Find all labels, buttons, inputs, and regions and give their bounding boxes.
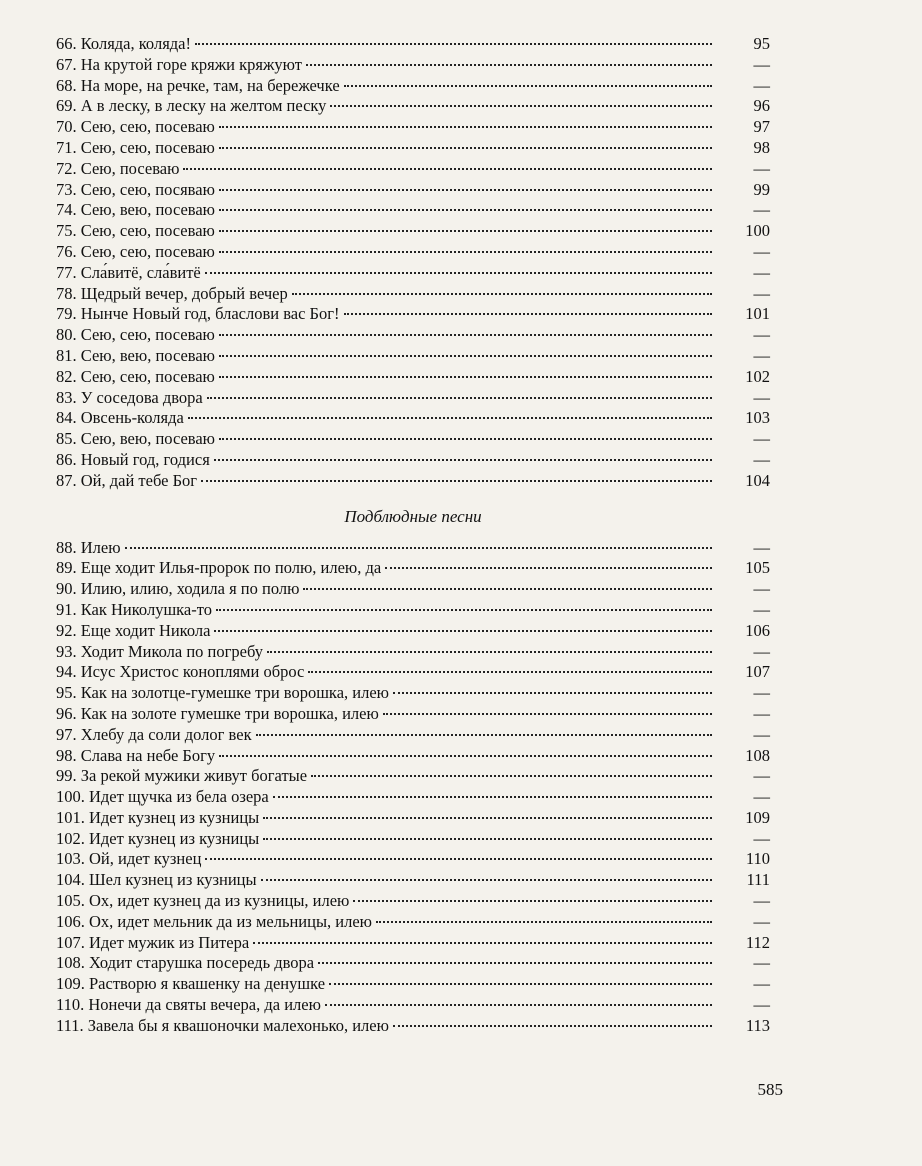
toc-entry-page: 99 <box>753 179 770 199</box>
toc-entry-page: — <box>753 599 770 619</box>
toc-entry-page: — <box>753 911 770 931</box>
dot-leader <box>376 921 712 923</box>
toc-entry <box>56 284 770 305</box>
toc-entry-title: 108. Ходит старушка посередь двора <box>56 953 315 973</box>
toc-entry <box>56 429 770 450</box>
dot-leader <box>205 858 712 860</box>
toc-entry-page: — <box>753 995 770 1015</box>
toc-entry-title: 81. Сею, вею, посеваю <box>56 345 216 365</box>
dot-leader <box>344 313 712 315</box>
dot-leader <box>219 355 712 357</box>
toc-entry-title: 85. Сею, вею, посеваю <box>56 429 216 449</box>
dot-leader <box>216 609 712 611</box>
toc-entry-title: 101. Идет кузнец из кузницы <box>56 807 260 827</box>
toc-entry-title: 111. Завела бы я квашоночки малехонько, илею <box>56 1015 389 1035</box>
toc-section-carols <box>56 34 770 492</box>
toc-entry-page: — <box>753 54 770 74</box>
toc-entry <box>56 995 770 1016</box>
toc-entry-title: 69. А в леску, в леску на желтом песку <box>56 96 327 116</box>
toc-entry-title: 98. Слава на небе Богу <box>56 745 216 765</box>
dot-leader <box>183 168 712 170</box>
toc-entry <box>56 117 770 138</box>
toc-entry <box>56 662 770 683</box>
toc-entry-title: 89. Еще ходит Илья-пророк по полю, илею, да <box>56 558 382 578</box>
toc-entry-title: 73. Сею, сею, посяваю <box>56 179 215 199</box>
toc-entry-page: 103 <box>745 408 770 428</box>
toc-entry-page: — <box>753 241 770 261</box>
toc-entry <box>56 538 770 559</box>
toc-entry <box>56 766 770 787</box>
toc-entry-title: 83. У соседова двора <box>56 387 203 407</box>
toc-entry-title: 88. Илею <box>56 537 121 557</box>
toc-entry <box>56 621 770 642</box>
toc-entry-title: 94. Исус Христос коноплями оброс <box>56 662 305 682</box>
dot-leader <box>256 734 712 736</box>
toc-entry-title: 75. Сею, сею, посеваю <box>56 221 215 241</box>
toc-entry <box>56 891 770 912</box>
toc-entry-title: 102. Идет кузнец из кузницы <box>56 828 260 848</box>
toc-entry-title: 79. Нынче Новый год, бласлови вас Бог! <box>56 304 340 324</box>
toc-entry-title: 72. Сею, посеваю <box>56 158 180 178</box>
toc-entry <box>56 180 770 201</box>
toc-entry-page: 102 <box>745 366 770 386</box>
toc-entry-page: — <box>753 387 770 407</box>
toc-entry <box>56 683 770 704</box>
toc-entry-page: — <box>753 828 770 848</box>
toc-entry-page: — <box>753 345 770 365</box>
dot-leader <box>219 230 712 232</box>
dot-leader <box>325 1004 712 1006</box>
toc-entry-title: 104. Шел кузнец из кузницы <box>56 870 257 890</box>
page-number: 585 <box>757 1080 783 1099</box>
toc-entry <box>56 725 770 746</box>
toc-entry <box>56 974 770 995</box>
toc-entry-title: 92. Еще ходит Никола <box>56 620 211 640</box>
toc-entry-page: — <box>753 724 770 744</box>
toc-entry-title: 97. Хлебу да соли долог век <box>56 724 252 744</box>
toc-entry-page: — <box>753 766 770 786</box>
toc-entry-page: — <box>753 429 770 449</box>
toc-entry-page: — <box>753 683 770 703</box>
dot-leader <box>125 547 712 549</box>
dot-leader <box>219 147 712 149</box>
toc-entry-page: — <box>753 158 770 178</box>
toc-entry-page: 100 <box>745 221 770 241</box>
dot-leader <box>318 962 712 964</box>
toc-entry-page: — <box>753 200 770 220</box>
toc-entry-title: 84. Овсень-коляда <box>56 408 184 428</box>
toc-entry <box>56 55 770 76</box>
dot-leader <box>329 983 712 985</box>
toc-entry <box>56 304 770 325</box>
toc-entry-title: 86. Новый год, годися <box>56 449 210 469</box>
toc-entry-page: 95 <box>753 34 770 53</box>
toc-entry-title: 99. За рекой мужики живут богатые <box>56 766 308 786</box>
toc-entry <box>56 96 770 117</box>
toc-entry <box>56 367 770 388</box>
dot-leader <box>385 567 712 569</box>
dot-leader <box>306 64 712 66</box>
toc-entry <box>56 221 770 242</box>
toc-entry-title: 103. Ой, идет кузнец <box>56 849 202 869</box>
dot-leader <box>292 293 712 295</box>
section-heading: Подблюдные песни <box>344 506 482 526</box>
toc-entry-page: — <box>753 449 770 469</box>
dot-leader <box>219 376 712 378</box>
dot-leader <box>214 459 712 461</box>
toc-entry-title: 70. Сею, сею, посеваю <box>56 117 215 137</box>
dot-leader <box>205 272 712 274</box>
dot-leader <box>393 692 712 694</box>
toc-entry-page: 109 <box>745 807 770 827</box>
toc-entry-title: 80. Сею, сею, посеваю <box>56 325 215 345</box>
toc-entry-title: 77. Сла́витё, сла́витё <box>56 262 201 282</box>
toc-entry-title: 90. Илию, илию, ходила я по полю <box>56 579 300 599</box>
toc-entry <box>56 849 770 870</box>
dot-leader <box>393 1025 712 1027</box>
dot-leader <box>219 438 712 440</box>
toc-entry <box>56 870 770 891</box>
toc-entry <box>56 346 770 367</box>
toc-entry-title: 100. Идет щучка из бела озера <box>56 787 269 807</box>
dot-leader <box>303 588 712 590</box>
toc-entry-title: 87. Ой, дай тебе Бог <box>56 470 198 490</box>
toc-entry-page: — <box>753 283 770 303</box>
toc-entry <box>56 933 770 954</box>
toc-entry <box>56 159 770 180</box>
dot-leader <box>219 755 712 757</box>
toc-entry <box>56 746 770 767</box>
toc-entry-page: 101 <box>745 304 770 324</box>
toc-entry-page: 108 <box>745 745 770 765</box>
toc-entry-page: 113 <box>745 1015 770 1035</box>
toc-entry-title: 96. Как на золоте гумешке три ворошка, илею <box>56 703 379 723</box>
toc-entry-title: 67. На крутой горе кряжи кряжуют <box>56 54 302 74</box>
toc-entry-title: 68. На море, на речке, там, на бережечке <box>56 75 340 95</box>
dot-leader <box>219 209 712 211</box>
toc-entry-page: — <box>753 579 770 599</box>
dot-leader <box>188 417 712 419</box>
toc-entry-title: 95. Как на золотце-гумешке три ворошка, илею <box>56 683 389 703</box>
dot-leader <box>219 334 712 336</box>
toc-entry <box>56 263 770 284</box>
dot-leader <box>214 630 712 632</box>
dot-leader <box>207 397 712 399</box>
toc-entry <box>56 325 770 346</box>
toc-entry <box>56 829 770 850</box>
toc-entry-title: 109. Растворю я квашенку на денушке <box>56 974 326 994</box>
toc-entry <box>56 642 770 663</box>
toc-entry-page: — <box>753 703 770 723</box>
toc-entry-page: — <box>753 787 770 807</box>
toc-entry-page: — <box>753 537 770 557</box>
toc-entry <box>56 471 770 492</box>
dot-leader <box>201 480 712 482</box>
dot-leader <box>261 879 712 881</box>
toc-entry-title: 74. Сею, вею, посеваю <box>56 200 216 220</box>
toc-entry <box>56 200 770 221</box>
dot-leader <box>344 85 712 87</box>
dot-leader <box>263 838 712 840</box>
toc-entry-title: 76. Сею, сею, посеваю <box>56 241 215 261</box>
toc-entry-title: 66. Коляда, коляда! <box>56 34 192 53</box>
toc-entry-title: 71. Сею, сею, посеваю <box>56 137 215 157</box>
toc-entry <box>56 388 770 409</box>
toc-entry <box>56 787 770 808</box>
dot-leader <box>330 105 712 107</box>
toc-entry <box>56 912 770 933</box>
dot-leader <box>219 126 712 128</box>
dot-leader <box>267 651 712 653</box>
dot-leader <box>263 817 712 819</box>
toc-entry <box>56 450 770 471</box>
dot-leader <box>353 900 712 902</box>
dot-leader <box>219 251 712 253</box>
toc-entry-page: 96 <box>753 96 770 116</box>
dot-leader <box>311 775 712 777</box>
toc-entry <box>56 138 770 159</box>
toc-entry-page: — <box>753 891 770 911</box>
toc-entry-title: 107. Идет мужик из Питера <box>56 932 250 952</box>
dot-leader <box>253 942 712 944</box>
toc-entry <box>56 558 770 579</box>
toc-entry-page: — <box>753 641 770 661</box>
dot-leader <box>273 796 712 798</box>
toc-section-dish-songs <box>56 538 770 1037</box>
toc-entry-page: — <box>753 953 770 973</box>
toc-entry-title: 93. Ходит Микола по погребу <box>56 641 263 661</box>
dot-leader <box>195 43 712 45</box>
toc-entry-page: 112 <box>745 932 770 952</box>
toc-entry <box>56 600 770 621</box>
toc-entry-title: 110. Нонечи да святы вечера, да илею <box>56 995 321 1015</box>
toc-entry-title: 82. Сею, сею, посеваю <box>56 366 215 386</box>
toc-entry-title: 78. Щедрый вечер, добрый вечер <box>56 283 288 303</box>
toc-entry-page: — <box>753 325 770 345</box>
toc-entry-page: 105 <box>745 558 770 578</box>
table-of-contents <box>56 34 770 1037</box>
toc-entry-page: 110 <box>745 849 770 869</box>
toc-entry <box>56 953 770 974</box>
toc-entry-page: 98 <box>753 137 770 157</box>
toc-entry-page: — <box>753 75 770 95</box>
dot-leader <box>308 671 712 673</box>
toc-entry-page: 106 <box>745 620 770 640</box>
dot-leader <box>383 713 712 715</box>
toc-entry-page: — <box>753 262 770 282</box>
toc-entry-title: 91. Как Николушка-то <box>56 599 212 619</box>
toc-entry-page: — <box>753 974 770 994</box>
toc-entry-page: 104 <box>745 470 770 490</box>
toc-entry-title: 105. Ох, идет кузнец да из кузницы, илею <box>56 891 350 911</box>
toc-entry <box>56 1016 770 1037</box>
toc-entry-title: 106. Ох, идет мельник да из мельницы, илею <box>56 911 373 931</box>
toc-entry-page: 97 <box>753 117 770 137</box>
toc-entry <box>56 579 770 600</box>
toc-entry <box>56 76 770 97</box>
dot-leader <box>219 189 712 191</box>
toc-entry <box>56 408 770 429</box>
toc-entry <box>56 34 770 55</box>
toc-entry-page: 111 <box>746 870 770 890</box>
toc-entry <box>56 242 770 263</box>
toc-entry <box>56 808 770 829</box>
toc-entry <box>56 704 770 725</box>
toc-entry-page: 107 <box>745 662 770 682</box>
